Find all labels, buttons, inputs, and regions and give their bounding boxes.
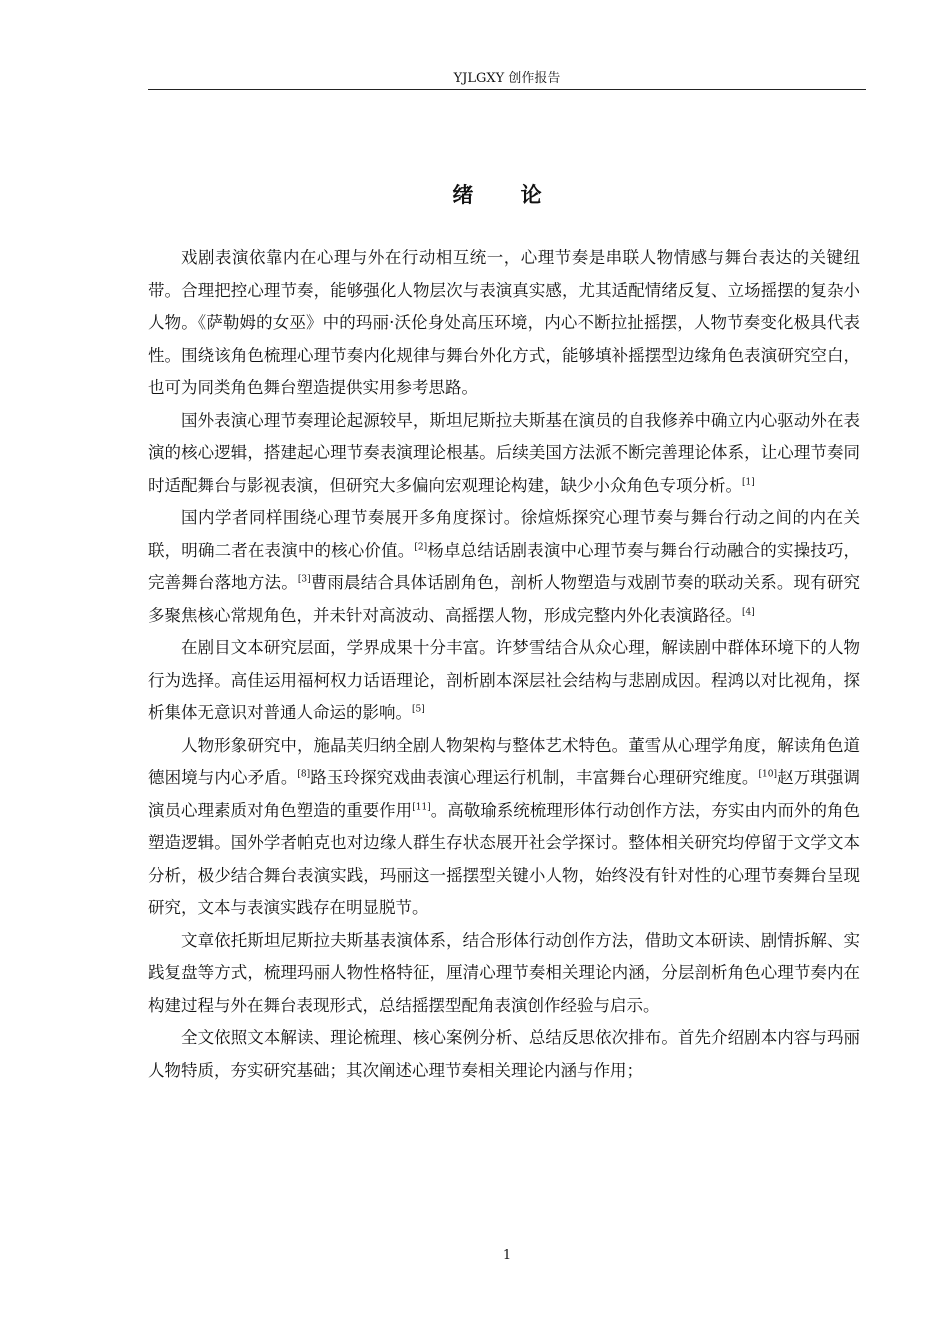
citation-marker: [10] [758,769,777,780]
paragraph-text: 人物形象研究中，施晶芙归纳全剧人物架构与整体艺术特色。董雪从心理学角度，解读角色道德困境与内心矛盾。 [148,735,860,787]
paragraph-text: 路玉玲探究戏曲表演心理运行机制，丰富舞台心理研究维度。 [310,768,759,787]
header-rule [148,89,866,90]
body-paragraph [148,730,860,925]
citation-marker: [2] [414,542,428,552]
citation-marker: [11] [412,802,431,812]
citation-marker: [4] [742,607,755,617]
running-header: YJLGXY 创作报告 [453,71,561,86]
paragraph-text: 在剧目文本研究层面，学界成果十分丰富。许梦雪结合从众心理，解读剧中群体环境下的人物行为选择。高佳运用福柯权力话语理论，剖析剧本深层社会结构与悲剧成因。程鸿以对比视角，探析集体无意识对普通人命运的影响。 [148,638,860,722]
paragraph-text: 赵万琪强调演员心理素质对角色塑造的重要作用 [148,768,861,820]
paragraph-text: 戏剧表演依靠内在心理与外在行动相互统一，心理节奏是串联人物情感与舞台表达的关键纽带。合理把控心理节奏，能够强化人物层次与表演真实感，尤其适配情绪反复、立场摇摆的复杂小人物。《萨勒姆的女巫》中的玛丽·沃伦身处高压环境，内心不断拉扯摇摆，人物节奏变化极具代表性。围绕该角色梳理心理节奏内化规律与舞台外化方式，能够填补摇摆型边缘角色表演研究空白，也可为同类角色舞台塑造提供实用参考思路。 [148,248,860,397]
citation-marker: [3] [297,574,311,585]
citation-marker: [8] [297,769,311,780]
paragraph-text: 。高敬瑜系统梳理形体行动创作方法，夯实由内而外的角色塑造逻辑。国外学者帕克也对边缘人群生存状态展开社会学探讨。整体相关研究均停留于文学文本分析，极少结合舞台表演实践，玛丽这一摇摆型关键小人物，始终没有针对性的心理节奏舞台呈现研究，文本与表演实践存在明显脱节。 [148,800,861,917]
page-number: 1 [502,1248,512,1263]
body-text [148,242,860,1087]
paragraph-text: 国内学者同样围绕心理节奏展开多角度探讨。徐煊烁探究心理节奏与舞台行动之间的内在关联，明确二者在表演中的核心价值。 [148,508,860,560]
paragraph-text: 全文依照文本解读、理论梳理、核心案例分析、总结反思依次排布。首先介绍剧本内容与玛丽人物特质，夯实研究基础；其次阐述心理节奏相关理论内涵与作用； [148,1028,860,1080]
citation-marker: [1] [742,477,755,487]
citation-marker: [5] [412,704,425,715]
body-paragraph [148,405,860,503]
body-paragraph [148,502,860,632]
body-paragraph [148,1022,860,1087]
body-paragraph [148,925,860,1023]
paragraph-text: 曹雨晨结合具体话剧角色，剖析人物塑造与戏剧节奏的联动关系。现有研究多聚焦核心常规角色，并未针对高波动、高摇摆人物，形成完整内外化表演路径。 [148,573,861,625]
body-paragraph [148,242,860,405]
body-paragraph [148,632,860,730]
chapter-title: 绪 论 [452,182,562,207]
paragraph-text: 文章依托斯坦尼斯拉夫斯基表演体系，结合形体行动创作方法，借助文本研读、剧情拆解、实践复盘等方式，梳理玛丽人物性格特征，厘清心理节奏相关理论内涵，分层剖析角色心理节奏内在构建过程与外在舞台表现形式，总结摇摆型配角表演创作经验与启示。 [148,930,860,1015]
paragraph-text: 杨卓总结话剧表演中心理节奏与舞台行动融合的实操技巧，完善舞台落地方法。 [148,540,861,592]
paragraph-text: 国外表演心理节奏理论起源较早，斯坦尼斯拉夫斯基在演员的自我修养中确立内心驱动外在表演的核心逻辑，搭建起心理节奏表演理论根基。后续美国方法派不断完善理论体系，让心理节奏同时适配舞台与影视表演，但研究大多偏向宏观理论构建，缺少小众角色专项分析。 [148,410,860,495]
